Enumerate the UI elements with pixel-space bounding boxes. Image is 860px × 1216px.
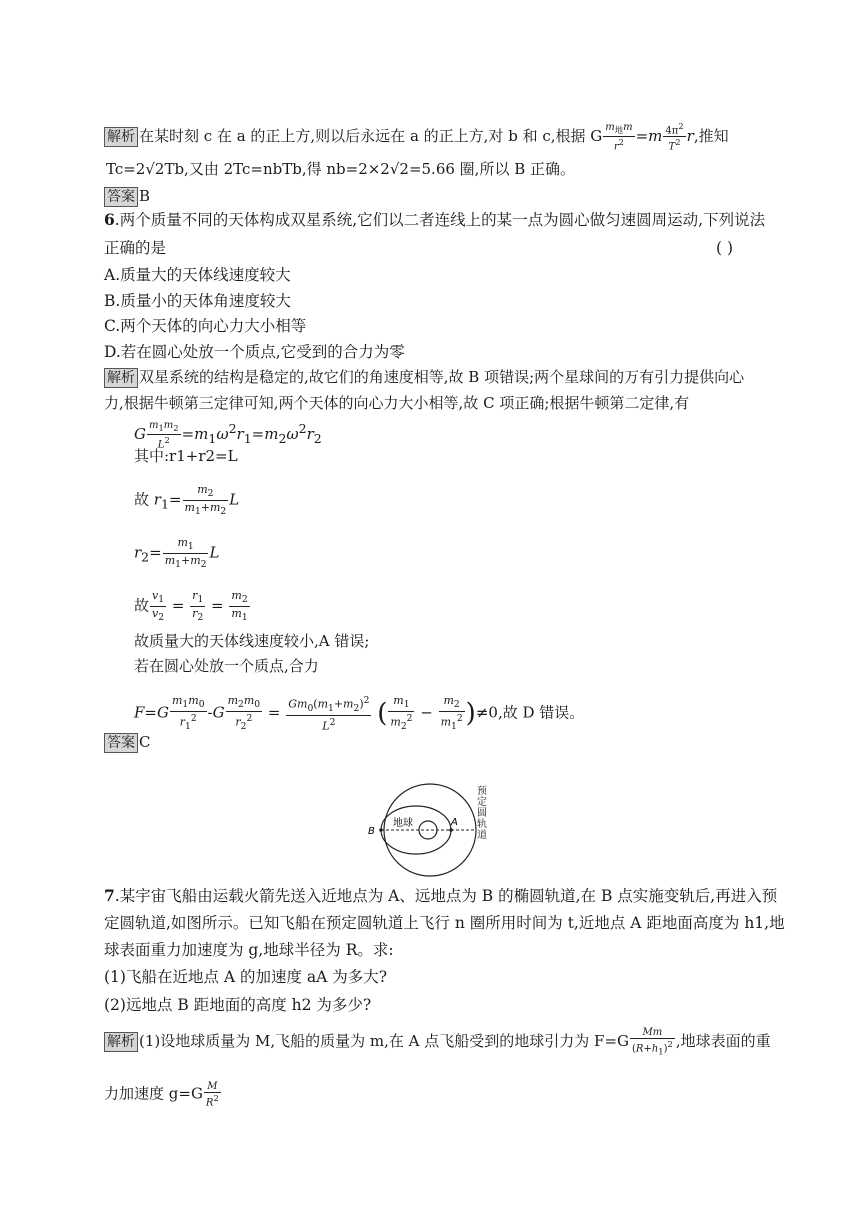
- q7-sub2: (2)远地点 B 距地面的高度 h2 为多少?: [104, 996, 372, 1014]
- fraction: $\frac{4\pi^2}{T^2}$: [665, 121, 684, 153]
- q5-solution-text-post: ,推知: [693, 126, 729, 145]
- orbit-label: 预定圆轨道: [477, 786, 487, 841]
- fraction: $\frac{M}{R^2}$: [205, 1081, 219, 1109]
- q6-conclusion2: 若在圆心处放一个质点,合力: [134, 657, 319, 675]
- q7-stem-line1: [104, 885, 777, 907]
- q6-equation-ratio: 故 $\frac{v_1}{v_2}$ = $\frac{r_1}{r_2}$ = $\frac{m_2}{m_1}$: [134, 589, 248, 624]
- fraction: $\frac{Mm}{(R+h_1)^2}$: [632, 1027, 673, 1057]
- q6-stem-line2: 正确的是: [104, 239, 167, 257]
- fraction: $\frac{m_2m_0}{r_2^2}$: [227, 694, 261, 733]
- q6-solution-line2: 力,根据牛顿第三定律可知,两个天体的向心力大小相等,故 C 项正确;根据牛顿第二定律,有: [104, 394, 690, 412]
- q6-answer-line: [104, 731, 150, 753]
- q7-solution-line2-text: 力加速度 g=G: [104, 1084, 203, 1103]
- jiexi-tag: 解析: [104, 368, 138, 388]
- q6-option-a: A.质量大的天体线速度较大: [104, 266, 291, 284]
- q6-solution-text: 双星系统的结构是稳定的,故它们的角速度相等,故 B 项错误;两个星球间的万有引力提供向心: [139, 368, 745, 386]
- q6-option-b: B.质量小的天体角速度较大: [104, 292, 291, 310]
- q6-option-c: C.两个天体的向心力大小相等: [104, 317, 307, 335]
- daan-tag: 答案: [104, 187, 138, 207]
- q6-number: 6: [104, 210, 115, 229]
- q6-equation-newton: G $\frac{m_1m_2}{L^2}$ $=m_1\omega^2r_1=m_2\omega^2r_2$: [134, 419, 322, 451]
- q5-answer: B: [139, 187, 151, 205]
- q7-solution-text: (1)设地球质量为 M,飞船的质量为 m,在 A 点飞船受到的地球引力为 F=G: [139, 1032, 630, 1051]
- point-b-dot: [379, 828, 383, 832]
- fraction: $\frac{m_2}{m_1^2}$: [440, 694, 463, 733]
- q6-equation-where: 其中:r1+r2=L: [134, 447, 238, 465]
- fraction: $\frac{m_2}{m_1+m_2}$: [184, 483, 227, 518]
- point-a-dot: [449, 828, 453, 832]
- q7-stem-text: .某宇宙飞船由运载火箭先送入近地点为 A、远地点为 B 的椭圆轨道,在 B 点实施变轨后,再进入预: [114, 887, 778, 905]
- q6-option-d: D.若在圆心处放一个质点,它受到的合力为零: [104, 343, 405, 361]
- q6-stem-line1: [104, 209, 765, 231]
- q6-equation-r2: $r_2=$ $\frac{m_1}{m_1+m_2}$ L: [134, 536, 220, 571]
- q7-stem-line2: 定圆轨道,如图所示。已知飞船在预定圆轨道上飞行 n 圈所用时间为 t,近地点 A 距地面高度为 h1,地: [104, 914, 785, 932]
- fraction: $\frac{m_2}{m_1}$: [231, 589, 248, 624]
- gu-text: 故: [134, 490, 150, 509]
- jiexi-tag: 解析: [104, 127, 138, 147]
- point-b-label: B: [368, 826, 375, 837]
- q6-solution-line1: [104, 366, 744, 388]
- q7-solution-line2: [104, 1081, 222, 1108]
- fraction: $\frac{r_1}{r_2}$: [192, 589, 204, 624]
- fraction: $\frac{m_1}{m_1+m_2}$: [164, 536, 207, 571]
- q5-solution-line2: Tc=2√2Tb,又由 2Tc=nbTb,得 nb=2×2√2=5.66 圈,所以 B 正确。: [106, 160, 576, 178]
- fraction: $\frac{Gm_0(m_1+m_2)^2}{L^2}$: [288, 695, 370, 733]
- fraction: $\frac{m_1}{m_2^2}$: [390, 694, 413, 733]
- q6-stem-text: .两个质量不同的天体构成双星系统,它们以二者连线上的某一点为圆心做匀速圆周运动,下列说法: [114, 211, 766, 229]
- q5-answer-line: [104, 185, 150, 207]
- q7-solution-text-post: ,地球表面的重: [675, 1032, 771, 1051]
- q7-solution-line1: [104, 1027, 771, 1057]
- fraction: $\frac{v_1}{v_2}$: [152, 589, 165, 624]
- fraction: $\frac{m_地m}{r^2}$: [605, 121, 633, 152]
- daan-tag: 答案: [104, 733, 138, 753]
- q6-answer: C: [139, 733, 151, 751]
- q5-solution-text: 在某时刻 c 在 a 的正上方,则以后永远在 a 的正上方,对 b 和 c,根据 G: [139, 126, 603, 145]
- q7-stem-line3: 球表面重力加速度为 g,地球半径为 R。求:: [104, 941, 394, 959]
- earth-label: 地球: [393, 818, 413, 829]
- q5-solution-line1: 解析 在某时刻 c 在 a 的正上方,则以后永远在 a 的正上方,对 b 和 c,根据 G $\frac{m_地m}{r^2}$ =m $\frac{4\pi^2}{T^2}$ r,推知: [104, 121, 729, 153]
- q6-force-tail: ≠0,故 D 错误。: [475, 703, 585, 722]
- q7-number: 7: [104, 886, 115, 905]
- q6-answer-paren: ( ): [716, 239, 734, 257]
- q6-equation-r1: 故 $r_1=$ $\frac{m_2}{m_1+m_2}$ L: [134, 483, 240, 518]
- gu-text: 故: [134, 596, 150, 615]
- jiexi-tag: 解析: [104, 1032, 138, 1052]
- point-a-label: A: [451, 817, 458, 828]
- fraction: $\frac{m_1m_2}{L^2}$: [148, 419, 179, 451]
- q7-sub1: (1)飞船在近地点 A 的加速度 aA 为多大?: [104, 968, 388, 986]
- fraction: $\frac{m_1m_0}{r_1^2}$: [171, 694, 205, 733]
- q6-equation-force: F=G $\frac{m_1m_0}{r_1^2}$ -G $\frac{m_2m_0}{r_2^2}$ = $\frac{Gm_0(m_1+m_2)^2}{L^2}$ ( $\frac{m_1}{m_2^2}$ − $\frac{m_2}{m_1^2}$ )≠0,故 D 错误。: [134, 694, 585, 733]
- q6-conclusion1: 故质量大的天体线速度较小,A 错误;: [134, 632, 370, 650]
